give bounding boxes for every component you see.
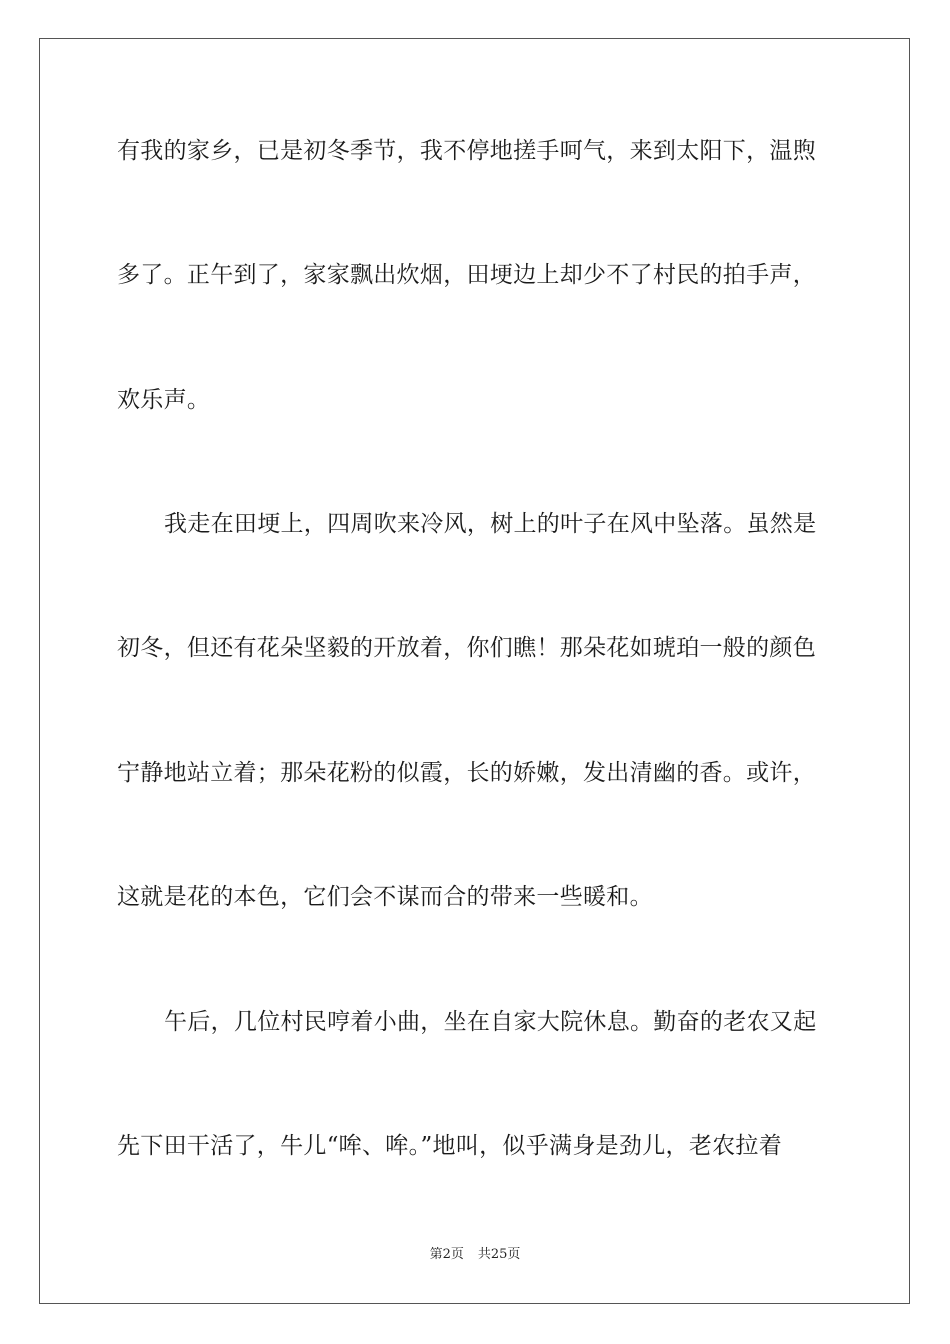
page-frame	[39, 38, 910, 1304]
page-total: 共25页	[477, 1247, 521, 1262]
paragraph-2-line-3: 宁静地站立着；那朵花粉的似霞，长的娇嫩，发出清幽的香。或许，	[117, 760, 816, 786]
paragraph-2-line-1: 我走在田埂上，四周吹来冷风，树上的叶子在风中坠落。虽然是	[164, 511, 817, 537]
paragraph-1-line-2: 多了。正午到了，家家飘出炊烟，田埂边上却少不了村民的拍手声，	[117, 262, 816, 288]
paragraph-3-line-1: 午后，几位村民哼着小曲，坐在自家大院休息。勤奋的老农又起	[164, 1009, 817, 1035]
paragraph-2-line-4: 这就是花的本色，它们会不谋而合的带来一些暖和。	[117, 884, 653, 910]
paragraph-3-line-2: 先下田干活了，牛儿“哞、哞。”地叫，似乎满身是劲儿，老农拉着	[117, 1133, 783, 1159]
page-number: 第2页	[429, 1247, 464, 1262]
paragraph-1-line-1: 有我的家乡，已是初冬季节，我不停地搓手呵气，来到太阳下，温煦	[117, 138, 816, 164]
page-footer	[0, 1246, 950, 1264]
paragraph-1-line-3: 欢乐声。	[117, 387, 211, 413]
paragraph-2-line-2: 初冬，但还有花朵坚毅的开放着，你们瞧！那朵花如琥珀一般的颜色	[117, 635, 816, 661]
